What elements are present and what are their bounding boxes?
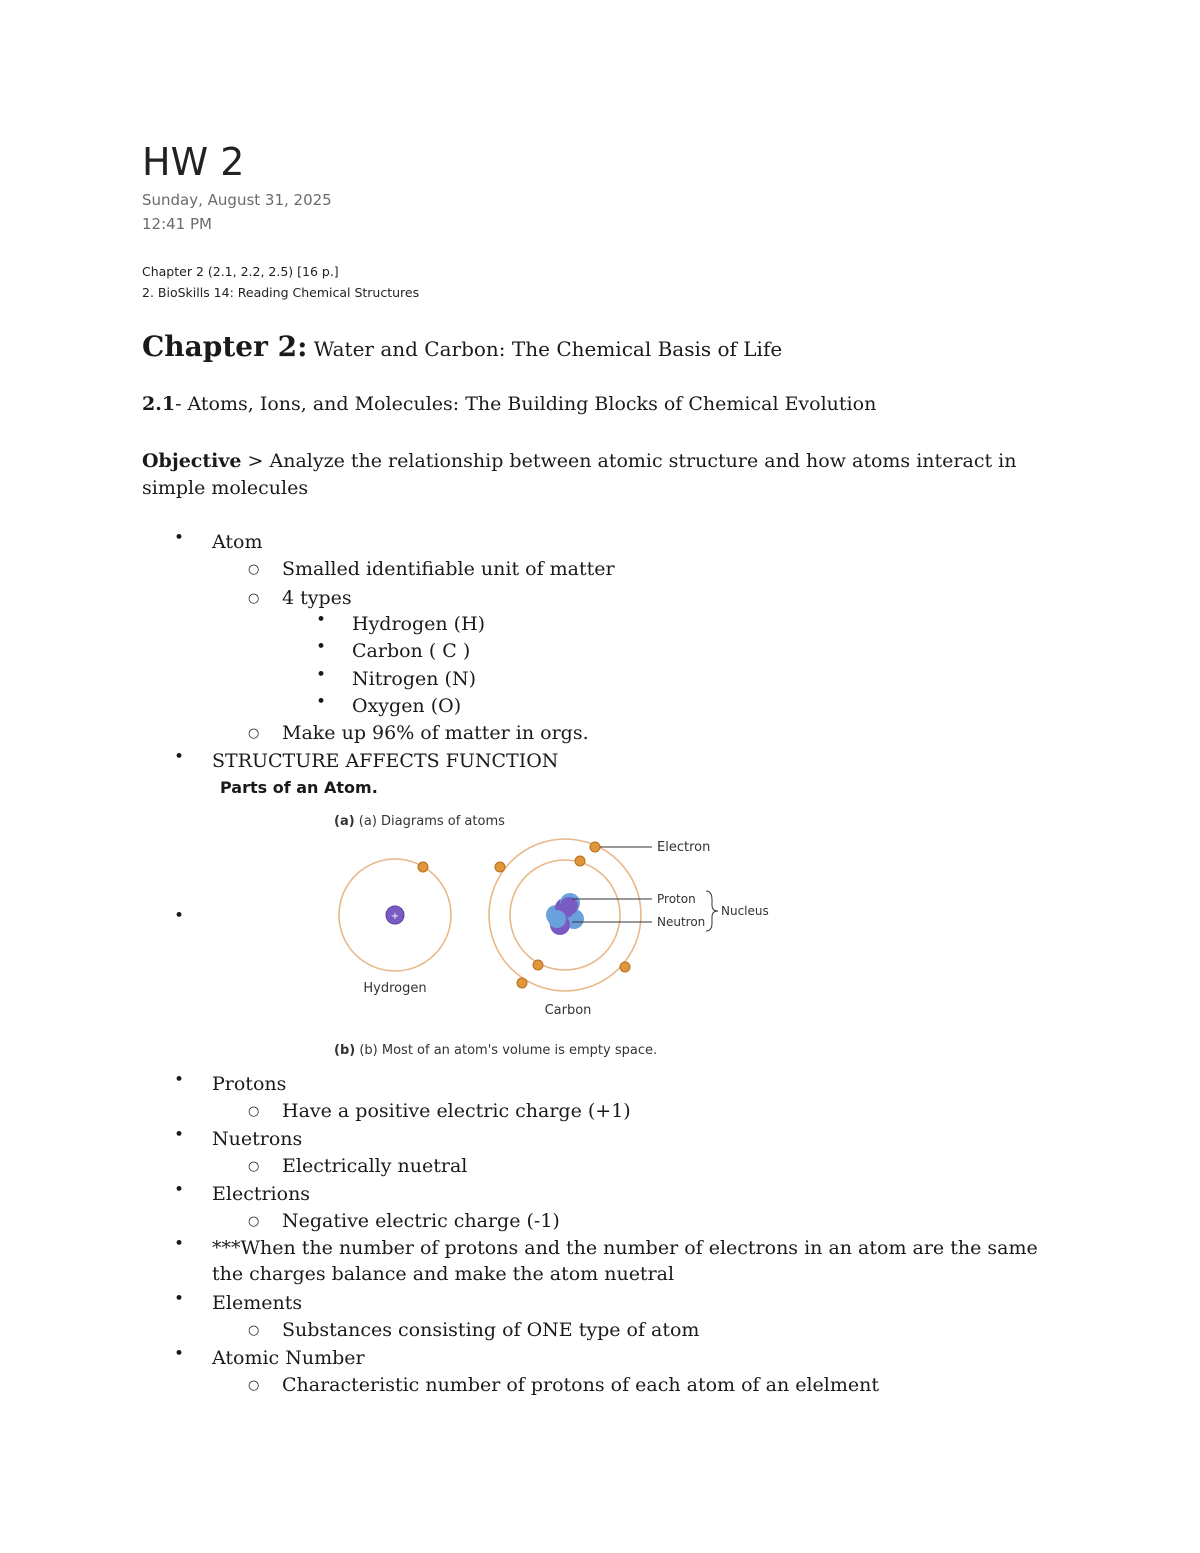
bullet-icon: • (316, 692, 327, 712)
circle-bullet-icon: ○ (248, 562, 260, 577)
bullet-icon: • (174, 1180, 185, 1200)
carbon-electron (533, 960, 543, 970)
bullet-icon: • (316, 610, 327, 630)
section-number: 2.1 (142, 393, 176, 415)
bullet-icon: • (174, 1344, 185, 1364)
list-item: Hydrogen (H) (352, 613, 486, 635)
objective (142, 448, 1072, 502)
list-item: Carbon ( C ) (352, 640, 471, 662)
chapter-title: Water and Carbon: The Chemical Basis of Life (313, 337, 783, 361)
bullet-icon: • (316, 637, 327, 657)
hydrogen-electron (418, 862, 428, 872)
list-item: Nitrogen (N) (352, 668, 476, 690)
list-item: Oxygen (O) (352, 695, 462, 717)
carbon-electron (620, 962, 630, 972)
list-item: Characteristic number of protons of each atom of an elelment (282, 1374, 879, 1396)
list-item: Nuetrons (212, 1128, 303, 1150)
circle-bullet-icon: ○ (248, 1323, 260, 1338)
list-item: Substances consisting of ONE type of atom (282, 1319, 700, 1341)
section-heading (142, 393, 876, 415)
list-item: STRUCTURE AFFECTS FUNCTION (212, 750, 559, 772)
objective-label: Objective (142, 450, 242, 472)
electron-label: Electron (657, 840, 711, 855)
nucleus-bracket (706, 891, 718, 931)
bullet-icon: • (316, 665, 327, 685)
circle-bullet-icon: ○ (248, 591, 260, 606)
bullet-icon: • (174, 1125, 185, 1145)
list-item: Smalled identifiable unit of matter (282, 558, 615, 580)
circle-bullet-icon: ○ (248, 1159, 260, 1174)
proton-label: Proton (657, 892, 696, 906)
bullet-icon: • (174, 1234, 185, 1254)
nucleus-label: Nucleus (721, 904, 769, 918)
list-item: Electrically nuetral (282, 1155, 468, 1177)
page-time: 12:41 PM (142, 215, 212, 233)
note-line-1: Chapter 2 (2.1, 2.2, 2.5) [16 p.] (142, 264, 339, 279)
list-item: Elements (212, 1292, 303, 1314)
carbon-electron (495, 862, 505, 872)
carbon-electron (517, 978, 527, 988)
list-item: Have a positive electric charge (+1) (282, 1100, 631, 1122)
circle-bullet-icon: ○ (248, 1378, 260, 1393)
list-item: Negative electric charge (-1) (282, 1210, 560, 1232)
bullet-icon: • (174, 1070, 185, 1090)
neutron-label: Neutron (657, 915, 706, 929)
note-line-2: 2. BioSkills 14: Reading Chemical Structures (142, 285, 420, 300)
chapter-heading (142, 330, 782, 363)
list-item: Protons (212, 1073, 287, 1095)
chapter-label: Chapter 2: (142, 330, 308, 363)
list-item: Electrions (212, 1183, 311, 1205)
list-item: Make up 96% of matter in orgs. (282, 722, 589, 744)
list-item: ***When the number of protons and the number of electrons in an atom are the same the charges balance and make the atom nuetral (212, 1237, 1038, 1285)
objective-text: > Analyze the relationship between atomic structure and how atoms interact in simple molecules (142, 450, 1017, 499)
page-date: Sunday, August 31, 2025 (142, 191, 332, 209)
carbon-electron (575, 856, 585, 866)
page-title: HW 2 (142, 140, 245, 184)
circle-bullet-icon: ○ (248, 1214, 260, 1229)
bullet-icon: • (174, 1289, 185, 1309)
panel-a-label: (a) (a) Diagrams of atoms (334, 814, 505, 829)
hydrogen-label: Hydrogen (363, 981, 427, 996)
bullet-icon: • (174, 528, 185, 548)
section-title: - Atoms, Ions, and Molecules: The Building Blocks of Chemical Evolution (175, 393, 877, 415)
carbon-electron (590, 842, 600, 852)
svg-text:+: + (390, 911, 400, 922)
circle-bullet-icon: ○ (248, 1104, 260, 1119)
bullet-icon: • (174, 747, 185, 767)
atom-diagram (320, 805, 800, 1065)
figure-title: Parts of an Atom. (220, 778, 378, 797)
list-item: Atomic Number (212, 1347, 365, 1369)
carbon-label: Carbon (544, 1003, 592, 1018)
list-item: Atom (212, 531, 263, 553)
panel-b-label: (b) (b) Most of an atom's volume is empty space. (334, 1043, 658, 1058)
bullet-icon: • (174, 906, 185, 926)
list-item: 4 types (282, 587, 352, 609)
circle-bullet-icon: ○ (248, 726, 260, 741)
